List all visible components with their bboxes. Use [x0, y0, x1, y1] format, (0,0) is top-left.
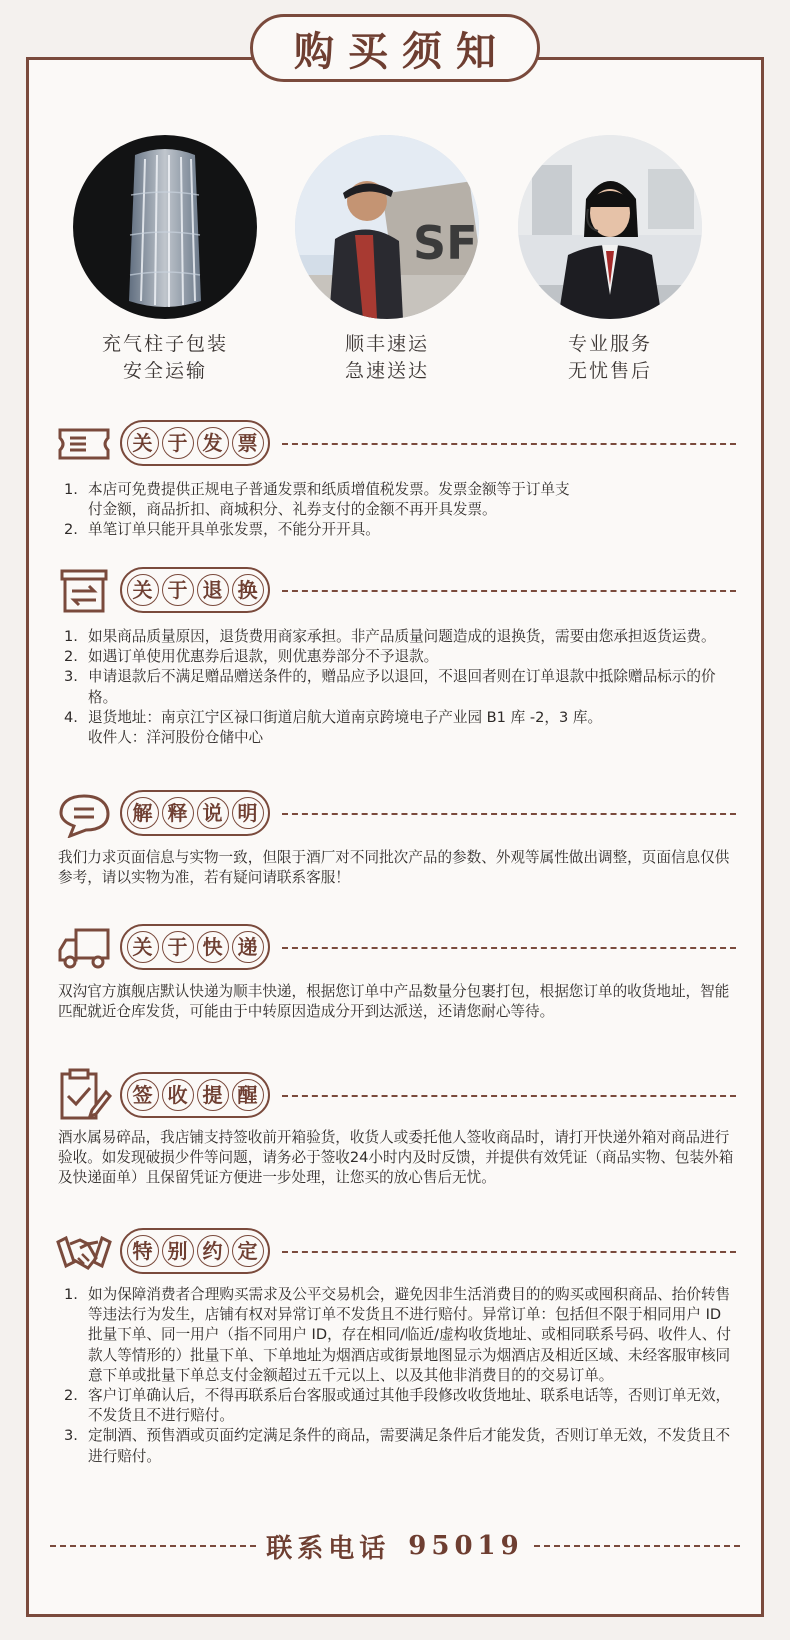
title-char: 快: [197, 931, 229, 963]
section-title-receipt: [120, 1072, 270, 1118]
contact-phone[interactable]: 95019: [408, 1531, 524, 1561]
title-char: 签: [127, 1079, 159, 1111]
page-title: 购买须知: [294, 27, 510, 75]
list-item: [58, 1426, 734, 1466]
title-char: 换: [232, 574, 264, 606]
item-text-extra: 收件人：洋河股份仓储中心: [88, 729, 264, 747]
title-char: 于: [162, 931, 194, 963]
section-header-explain: [56, 788, 736, 840]
item-text: 如果商品质量原因，退货费用商家承担。非产品质量问题造成的退换货，需要由您承担返货运费。: [88, 628, 716, 645]
title-char: 醒: [232, 1079, 264, 1111]
item-text: 申请退款后不满足赠品赠送条件的，赠品应予以退回，不退回者则在订单退款中抵除赠品标示的价格。: [88, 668, 716, 706]
title-char: 定: [232, 1235, 264, 1267]
title-char: 退: [197, 574, 229, 606]
section-header-invoice: [56, 418, 736, 470]
item-number: 2.: [64, 648, 78, 666]
section-body-invoice: [58, 480, 734, 541]
title-char: 别: [162, 1235, 194, 1267]
title-char: 明: [232, 797, 264, 829]
item-text: 退货地址：南京江宁区禄口街道启航大道南京跨境电子产业园 B1 库 -2，3 库。: [88, 708, 603, 726]
feature-caption-line1: 顺丰速运: [344, 333, 429, 355]
section-body-explain: [58, 848, 734, 888]
item-number: 2.: [64, 521, 78, 539]
truck-icon: [56, 924, 112, 972]
section-header-returns: [56, 565, 736, 617]
section-header-delivery: [56, 922, 736, 974]
section-title-explain: [120, 790, 270, 836]
item-text: 定制酒、预售酒或页面约定满足条件的商品，需要满足条件后才能发货，否则订单无效，不发货且不进行赔付。: [88, 1427, 731, 1465]
dashed-divider: [534, 1545, 740, 1547]
feature-row: [60, 135, 730, 385]
item-text: 单笔订单只能开具单张发票，不能分开开具。: [88, 521, 380, 539]
title-char: 释: [162, 797, 194, 829]
contact-label: 联系电话: [266, 1533, 391, 1564]
feature-caption-line2: 安全运输: [122, 360, 207, 382]
feature-packaging: [60, 135, 270, 385]
return-box-icon: [56, 567, 112, 615]
title-char: 说: [197, 797, 229, 829]
feature-caption-line2: 急速送达: [344, 360, 429, 382]
dashed-divider: [282, 947, 736, 949]
list-item: [58, 708, 734, 748]
section-title-invoice: [120, 420, 270, 466]
paragraph: 我们力求页面信息与实物一致，但限于酒厂对不同批次产品的参数、外观等属性做出调整，页面信息仅供参考，请以实物为准，若有疑问请联系客服！: [58, 849, 730, 887]
item-number: 4.: [64, 708, 78, 726]
air-column-package-photo: [73, 135, 257, 319]
title-char: 递: [232, 931, 264, 963]
title-char: 提: [197, 1079, 229, 1111]
title-char: 关: [127, 931, 159, 963]
item-text: 如为保障消费者合理购买需求及公平交易机会，避免因非生活消费目的的购买或囤积商品、抬价转售等违法行为发生，店铺有权对异常订单不发货且不进行赔付。异常订单：包括但不限于相同用户 ID 批量下单、同一用户（指不同用户 ID，存在相同/临近/虚构收货地址、或相同联系号码、收件人、付款人等情形的）批量下单、下单地址为烟酒店或街景地图显示为烟酒店及相近区域、未经客服审核同意下单或批量下单总支付金额超过五千元以上、以及其他非消费目的的交易订单。: [88, 1286, 731, 1384]
feature-caption-line1: 充气柱子包装: [101, 333, 228, 355]
title-char: 特: [127, 1235, 159, 1267]
feature-caption-line1: 专业服务: [567, 333, 652, 355]
title-char: 解: [127, 797, 159, 829]
dashed-divider: [282, 590, 736, 592]
list-item: [58, 667, 734, 707]
item-text: 本店可免费提供正规电子普通发票和纸质增值税发票。发票金额等于订单支: [88, 481, 570, 498]
paragraph: 双沟官方旗舰店默认快递为顺丰快递，根据您订单中产品数量分包裹打包，根据您订单的收货地址，智能匹配就近仓库发货，可能由于中转原因造成分开到达派送，还请您耐心等待。: [58, 983, 730, 1021]
sf-courier-photo: [295, 135, 479, 319]
clipboard-check-icon: [56, 1072, 112, 1120]
item-number: 1.: [64, 481, 78, 498]
dashed-divider: [282, 1095, 736, 1097]
feature-shipping: [282, 135, 492, 385]
feature-service: [505, 135, 715, 385]
item-text-extra: 付金额，商品折扣、商城积分、礼券支付的金额不再开具发票。: [88, 501, 497, 519]
section-header-receipt: [56, 1070, 736, 1122]
ticket-icon: [56, 420, 112, 468]
section-body-returns: [58, 627, 734, 748]
section-title-special: [120, 1228, 270, 1274]
section-title-returns: [120, 567, 270, 613]
dashed-divider: [282, 1251, 736, 1253]
title-char: 于: [162, 427, 194, 459]
item-number: 1.: [64, 628, 78, 645]
speech-bubble-icon: [56, 790, 112, 838]
item-text: 如遇订单使用优惠券后退款，则优惠券部分不予退款。: [88, 648, 439, 666]
paragraph: 酒水属易碎品，我店铺支持签收前开箱验货，收货人或委托他人签收商品时，请打开快递外箱对商品进行验收。如发现破损少件等问题，请务必于签收24小时内及时反馈，并提供有效凭证（商品实物、包装外箱及快递面单）且保留凭证方便进一步处理，让您买的放心售后无忧。: [58, 1129, 734, 1187]
svg-text:SF: SF: [413, 216, 478, 270]
item-number: 2.: [64, 1387, 78, 1405]
item-text: 客户订单确认后，不得再联系后台客服或通过其他手段修改收货地址、联系电话等，否则订单无效，不发货且不进行赔付。: [88, 1387, 731, 1425]
list-item: [58, 480, 734, 520]
title-char: 发: [197, 427, 229, 459]
list-item: [58, 1386, 734, 1426]
title-char: 票: [232, 427, 264, 459]
title-char: 约: [197, 1235, 229, 1267]
list-item: [58, 1285, 734, 1386]
title-char: 于: [162, 574, 194, 606]
title-char: 收: [162, 1079, 194, 1111]
list-item: [58, 520, 734, 540]
item-number: 3.: [64, 1427, 78, 1445]
handshake-icon: [56, 1228, 112, 1276]
dashed-divider: [282, 443, 736, 445]
contact-footer: [40, 1526, 750, 1566]
dashed-divider: [282, 813, 736, 815]
feature-caption-line2: 无忧售后: [567, 360, 652, 382]
list-item: [58, 647, 734, 667]
title-char: 关: [127, 574, 159, 606]
section-body-receipt: [58, 1128, 734, 1189]
section-body-delivery: [58, 982, 734, 1022]
customer-service-photo: [518, 135, 702, 319]
title-char: 关: [127, 427, 159, 459]
dashed-divider: [50, 1545, 256, 1547]
item-number: 1.: [64, 1286, 78, 1303]
section-body-special: [58, 1285, 734, 1467]
page-title-badge: [250, 14, 540, 82]
list-item: [58, 627, 734, 647]
section-header-special: [56, 1226, 736, 1278]
item-number: 3.: [64, 668, 78, 686]
section-title-delivery: [120, 924, 270, 970]
